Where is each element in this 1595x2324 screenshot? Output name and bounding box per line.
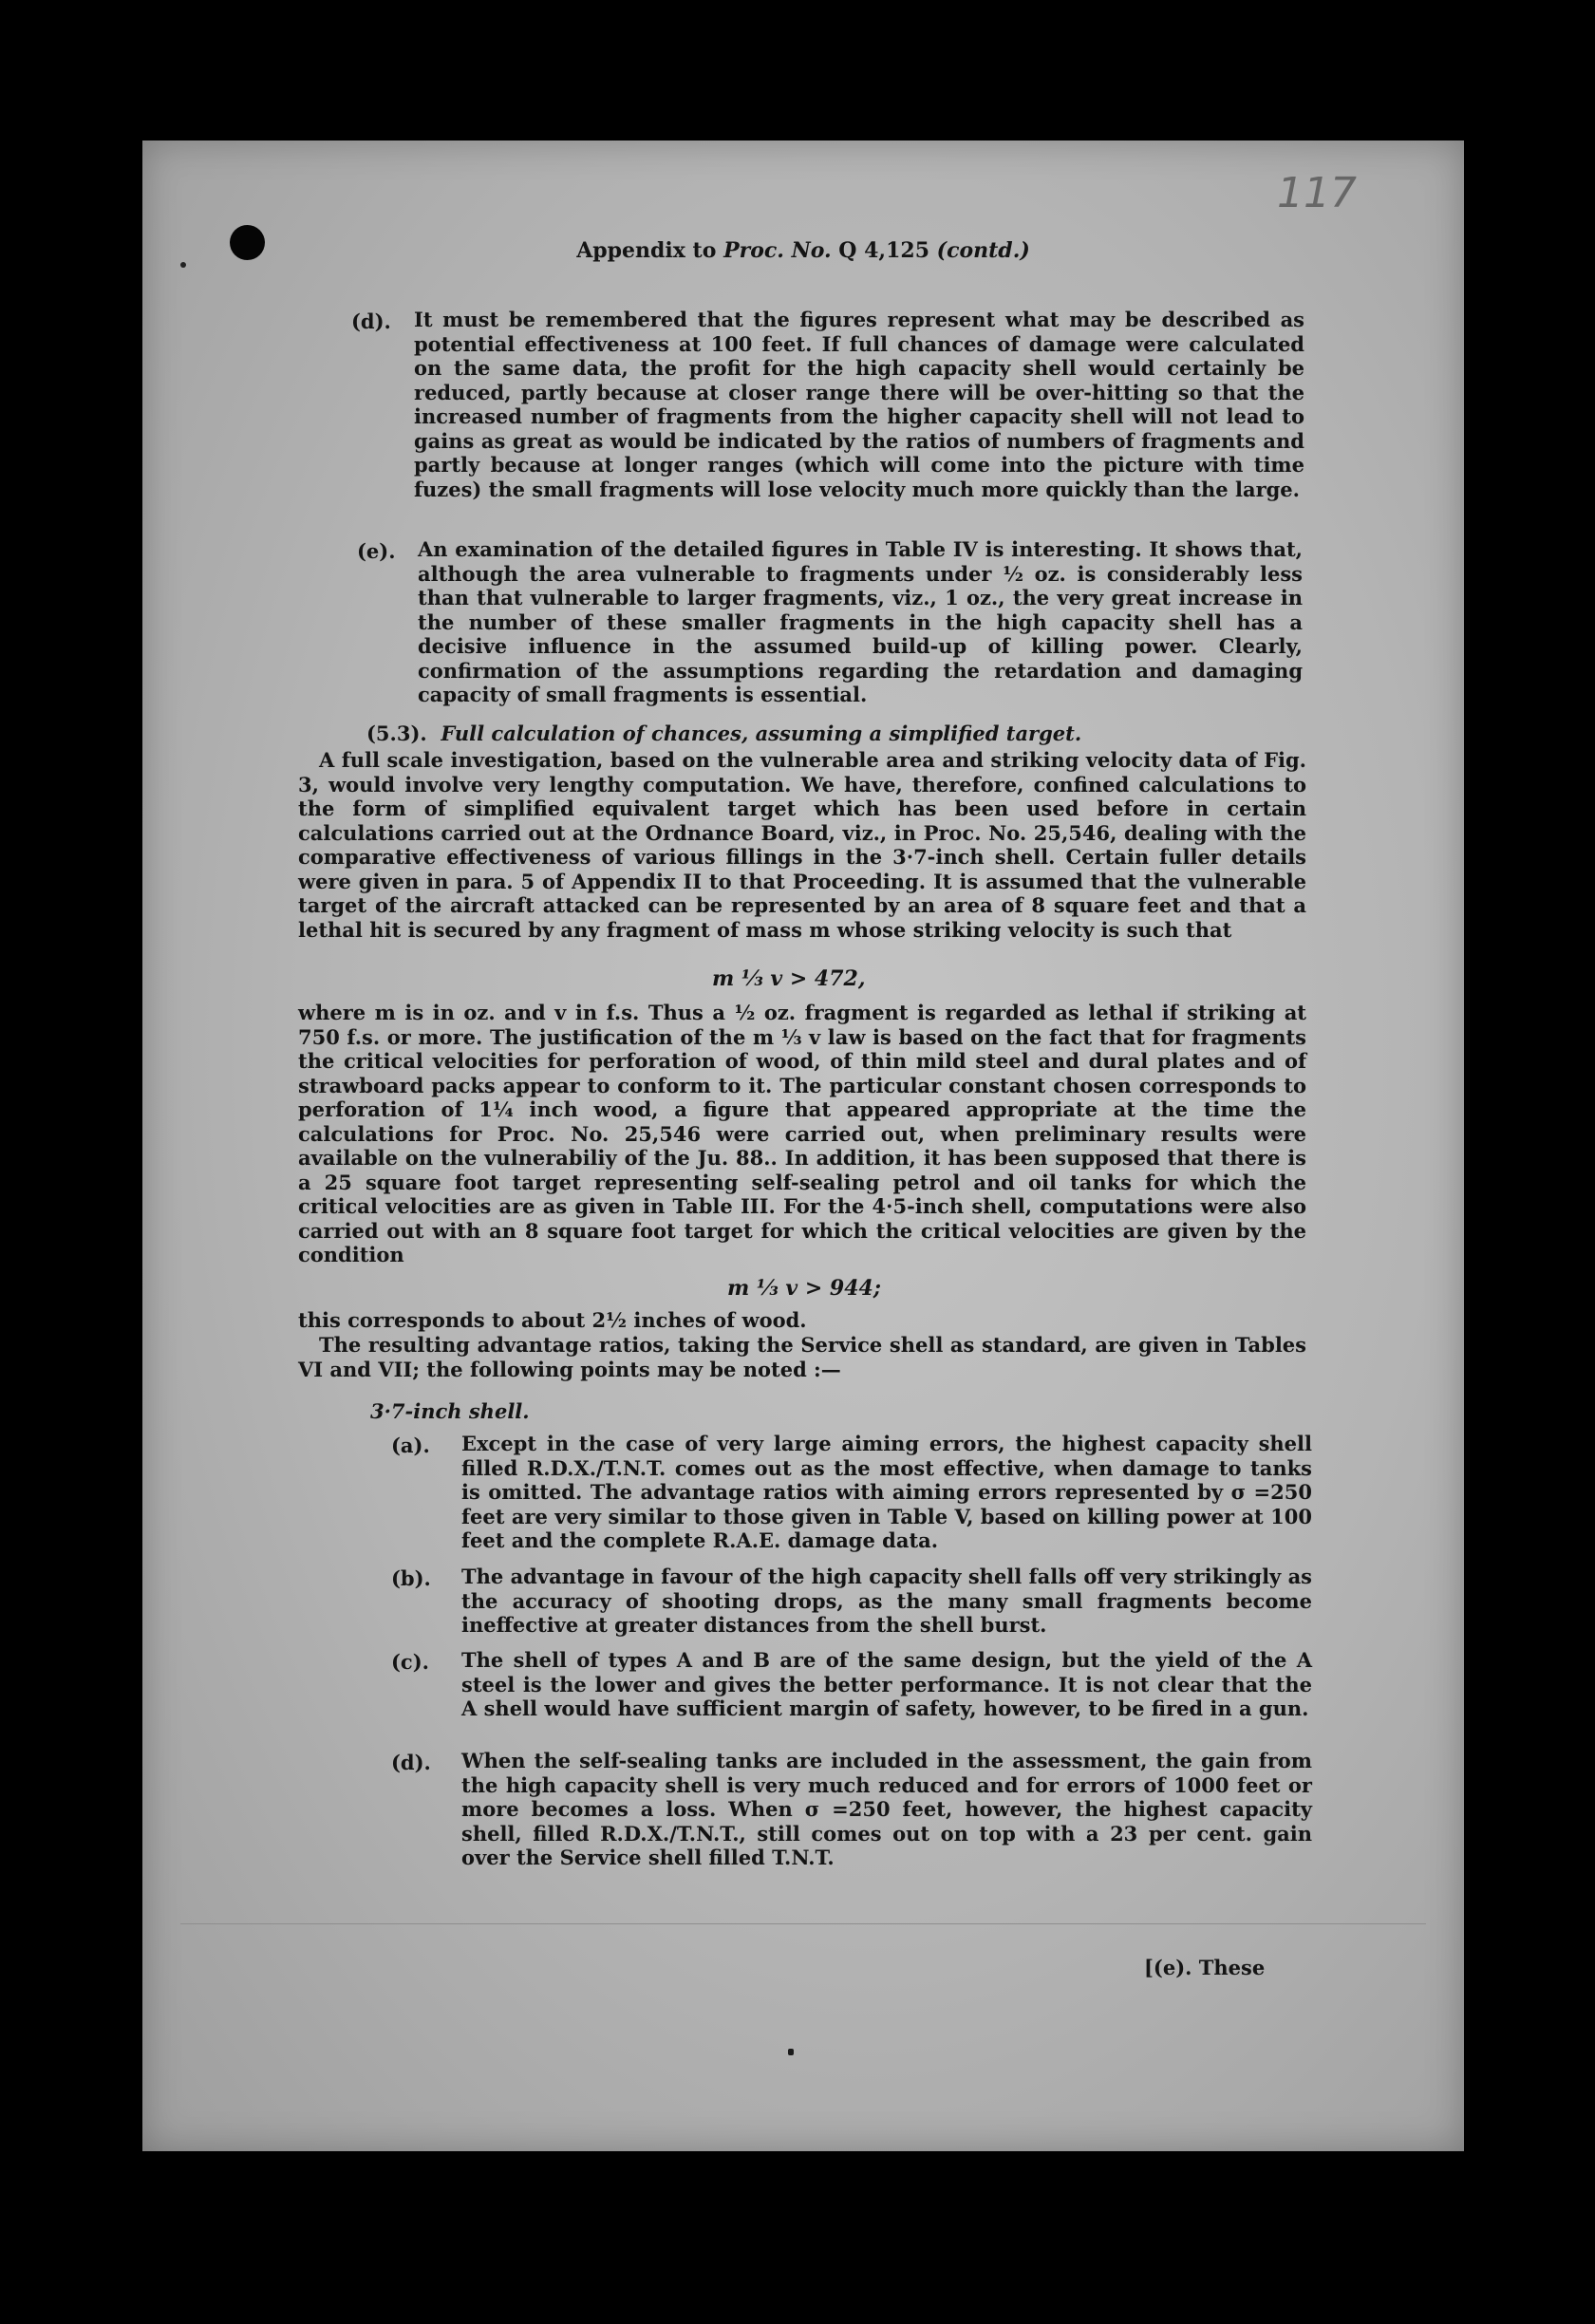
item-a-text: Except in the case of very large aiming errors, the highest capacity shell filled R.D.X./T.N.T. comes out as the most effective, when damage to tanks is omitted. The advantage ratios with aiming errors represented by σ =250 feet are very similar to those given in Table V, based on killing power at 100 feet and the complete R.A.E. damage data. xyxy=(461,1432,1312,1552)
item-d-text: When the self-sealing tanks are included in the assessment, the gain from the high capacity shell is very much reduced and for errors of 1000 feet or more becomes a loss. When σ =250 feet, however, the highest capacity shell, filled R.D.X./T.N.T., still comes out on top with a 23 per cent. gain over the Service shell filled T.N.T. xyxy=(461,1749,1312,1869)
page-header: Appendix to Proc. No. Q 4,125 (contd.) xyxy=(576,238,1030,263)
section-heading: (5.3). Full calculation of chances, assuming a simplified target. xyxy=(366,722,1082,745)
para-d-label: (d). xyxy=(351,309,391,333)
page-mark xyxy=(788,2049,794,2055)
para-this: this corresponds to about 2½ inches of wood. xyxy=(298,1308,807,1332)
para-e-label: (e). xyxy=(357,539,396,563)
document-page xyxy=(142,141,1464,2151)
para-where: where m is in oz. and v in f.s. Thus a ½ oz. fragment is regarded as lethal if striking at 750 f.s. or more. The justification of the m ⅓ v law is based on the fact that for fragments the critical velocities for perforation of wood, of thin mild steel and dural plates and of strawboard packs appear to conform to it. The particular constant chosen corresponds to perforation of 1¼ inch wood, a figure that appeared appropriate at the time the calculations for Proc. No. 25,546 were carried out, when preliminary results were available on the vulnerabiliy of the Ju. 88.. In addition, it has been supposed that there is a 25 square foot target representing self-sealing petrol and oil tanks for which the critical velocities are as given in Table III. For the 4·5-inch shell, computations were also carried out with an 8 square foot target for which the critical velocities are given by the condition xyxy=(298,1001,1306,1266)
item-a-label: (a). xyxy=(391,1434,430,1457)
equation-472: m ⅓ v > 472, xyxy=(712,966,866,991)
para-d-text: It must be remembered that the figures represent what may be described as potential effectiveness at 100 feet. If full chances of damage were calculated on the same data, the profit for the high capacity shell would certainly be reduced, partly because at closer range there will be over-hitting so that the increased number of fragments from the higher capacity shell will not lead to gains as great as would be indicated by the ratios of numbers of fragments and partly because at longer ranges (which will come into the picture with time fuzes) the small fragments will lose velocity much more quickly than the large. xyxy=(414,308,1304,501)
subheading-3-7-inch: 3·7-inch shell. xyxy=(370,1399,530,1423)
catchword: [(e). These xyxy=(1144,1956,1266,1979)
bottom-rule xyxy=(180,1923,1426,1924)
para-e-text: An examination of the detailed figures in Table IV is interesting. It shows that, although the area vulnerable to fragments under ½ oz. is considerably less than that vulnerable to larger fragments, viz., 1 oz., the very great increase in the number of these smaller fragments in the high capacity shell has a decisive influence in the assumed build-up of killing power. Clearly, confirmation of the assumptions regarding the retardation and damaging capacity of small fragments is essential. xyxy=(418,537,1303,706)
para-result: The resulting advantage ratios, taking the Service shell as standard, are given in Tables VI and VII; the following points may be noted :— xyxy=(298,1333,1306,1381)
item-d-label: (d). xyxy=(391,1751,431,1774)
folio-number: 117 xyxy=(1277,169,1357,217)
item-b-label: (b). xyxy=(391,1566,431,1590)
item-c-text: The shell of types A and B are of the same design, but the yield of the A steel is the lower and gives the better performance. It is not clear that the A shell would have sufficient margin of safety, however, to be fired in a gun. xyxy=(461,1648,1312,1720)
item-b-text: The advantage in favour of the high capacity shell falls off very strikingly as the accuracy of shooting drops, as the many small fragments become ineffective at greater distances from the shell burst. xyxy=(461,1565,1312,1637)
item-c-label: (c). xyxy=(391,1650,429,1674)
equation-944: m ⅓ v > 944; xyxy=(727,1276,881,1301)
para-full-scale: A full scale investigation, based on the vulnerable area and striking velocity data of Fig. 3, would involve very lengthy computation. We have, therefore, confined calculations to the form of simplified equivalent target which has been used before in certain calculations carried out at the Ordnance Board, viz., in Proc. No. 25,546, dealing with the comparative effectiveness of various fillings in the 3·7-inch shell. Certain fuller details were given in para. 5 of Appendix II to that Proceeding. It is assumed that the vulnerable target of the aircraft attacked can be represented by an area of 8 square feet and that a lethal hit is secured by any fragment of mass m whose striking velocity is such that xyxy=(298,748,1306,942)
